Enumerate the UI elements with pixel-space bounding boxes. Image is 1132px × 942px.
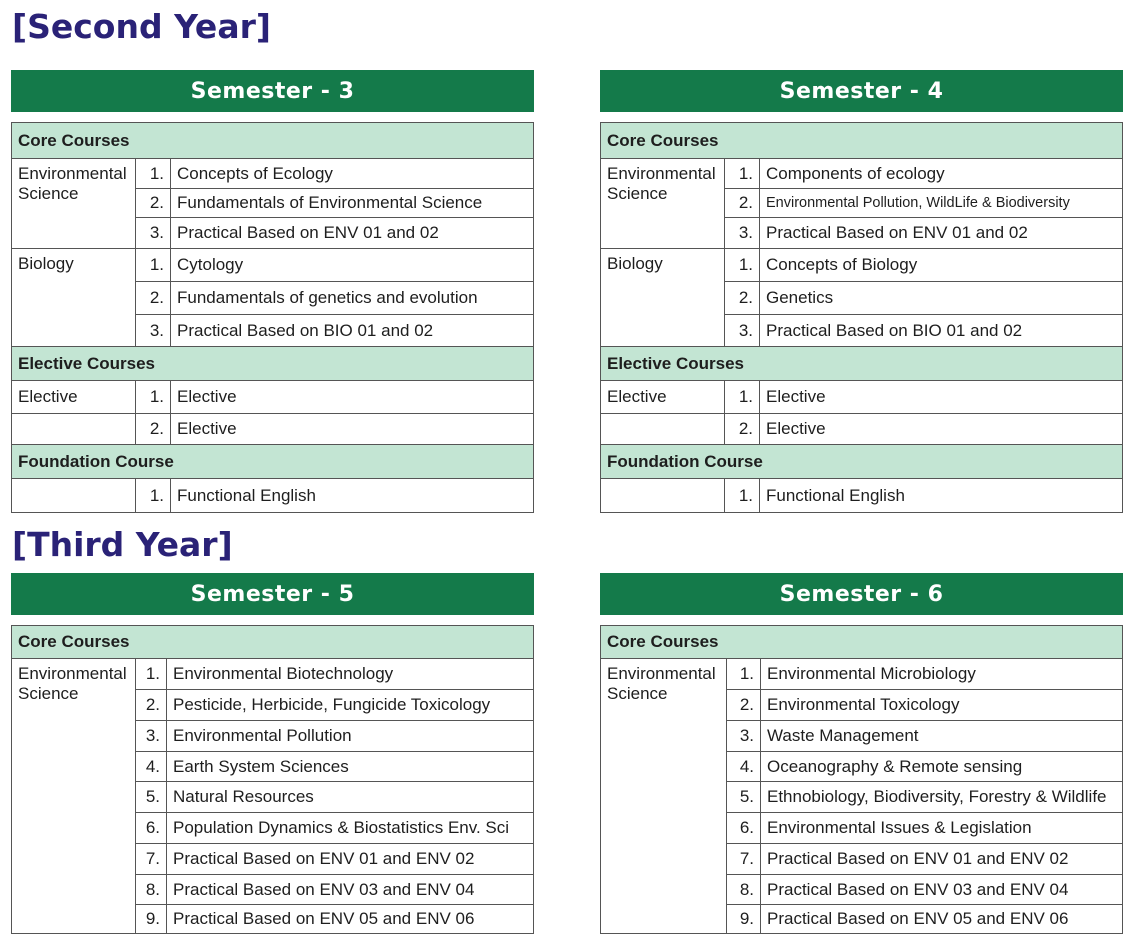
semester-3-header: Semester - 3 — [11, 70, 534, 112]
table-row: 3. Practical Based on ENV 01 and 02 — [601, 218, 1123, 249]
course-name: Practical Based on ENV 05 and ENV 06 — [761, 905, 1123, 934]
table-row: 3. Environmental Pollution — [12, 721, 534, 752]
table-row: 9. Practical Based on ENV 05 and ENV 06 — [12, 905, 534, 934]
subject-biology: Biology — [601, 249, 725, 347]
table-row: 2. Genetics — [601, 282, 1123, 315]
subject-environmental-science: Environmental Science — [601, 659, 727, 934]
course-name: Cytology — [171, 249, 534, 282]
foundation-course-label: Foundation Course — [12, 445, 534, 479]
course-name: Oceanography & Remote sensing — [761, 752, 1123, 782]
course-name: Practical Based on BIO 01 and 02 — [760, 315, 1123, 347]
table-row: 6. Environmental Issues & Legislation — [601, 813, 1123, 844]
subject-environmental-science: Environmental Science — [12, 659, 136, 934]
semester-6-panel — [600, 573, 1123, 934]
table-row: 7. Practical Based on ENV 01 and ENV 02 — [12, 844, 534, 875]
subject-elective: Elective — [12, 381, 136, 414]
course-name: Waste Management — [761, 721, 1123, 752]
course-name: Fundamentals of Environmental Science — [171, 189, 534, 218]
course-name: Ethnobiology, Biodiversity, Forestry & Wildlife — [761, 782, 1123, 813]
table-row: 8. Practical Based on ENV 03 and ENV 04 — [12, 875, 534, 905]
core-courses-label: Core Courses — [601, 123, 1123, 159]
semester-4-panel — [600, 70, 1123, 513]
foundation-course-row — [12, 445, 534, 479]
table-row: 3. Practical Based on BIO 01 and 02 — [601, 315, 1123, 347]
table-row: 2. Environmental Toxicology — [601, 690, 1123, 721]
subject-elective: Elective — [601, 381, 725, 414]
table-row: 2. Fundamentals of Environmental Science — [12, 189, 534, 218]
table-row: Environmental Science 1. Environmental Microbiology — [601, 659, 1123, 690]
table-row: 2. Environmental Pollution, WildLife & Biodiversity — [601, 189, 1123, 218]
course-name: Practical Based on ENV 01 and ENV 02 — [761, 844, 1123, 875]
table-row: 4. Oceanography & Remote sensing — [601, 752, 1123, 782]
semester-6-table — [600, 625, 1123, 934]
course-name: Practical Based on ENV 05 and ENV 06 — [167, 905, 534, 934]
semester-5-table — [11, 625, 534, 934]
table-row: 7. Practical Based on ENV 01 and ENV 02 — [601, 844, 1123, 875]
course-name: Natural Resources — [167, 782, 534, 813]
second-year-title: [Second Year] — [12, 7, 271, 46]
course-name: Practical Based on BIO 01 and 02 — [171, 315, 534, 347]
table-row: 2. Pesticide, Herbicide, Fungicide Toxicology — [12, 690, 534, 721]
core-courses-row — [601, 123, 1123, 159]
core-courses-row — [12, 123, 534, 159]
course-name: Elective — [171, 381, 534, 414]
core-courses-label: Core Courses — [601, 626, 1123, 659]
subject-environmental-science: Environmental Science — [12, 159, 136, 249]
table-row: Environmental Science 1. Concepts of Ecology — [12, 159, 534, 189]
table-row: 3. Practical Based on ENV 01 and 02 — [12, 218, 534, 249]
core-courses-label: Core Courses — [12, 626, 534, 659]
table-row: 8. Practical Based on ENV 03 and ENV 04 — [601, 875, 1123, 905]
table-row: 5. Ethnobiology, Biodiversity, Forestry & Wildlife — [601, 782, 1123, 813]
foundation-course-row — [601, 445, 1123, 479]
course-name: Practical Based on ENV 03 and ENV 04 — [167, 875, 534, 905]
course-name: Fundamentals of genetics and evolution — [171, 282, 534, 315]
course-name: Practical Based on ENV 03 and ENV 04 — [761, 875, 1123, 905]
table-row: Environmental Science 1. Components of ecology — [601, 159, 1123, 189]
subject-biology: Biology — [12, 249, 136, 347]
course-name: Environmental Pollution, WildLife & Biodiversity — [760, 189, 1123, 218]
table-row: 1. Functional English — [12, 479, 534, 513]
course-name: Elective — [171, 414, 534, 445]
semester-3-panel — [11, 70, 534, 513]
course-name: Environmental Toxicology — [761, 690, 1123, 721]
subject-environmental-science: Environmental Science — [601, 159, 725, 249]
course-name: Environmental Microbiology — [761, 659, 1123, 690]
third-year-title: [Third Year] — [12, 525, 233, 564]
elective-courses-row — [12, 347, 534, 381]
course-name: Concepts of Ecology — [171, 159, 534, 189]
table-row: Biology 1. Cytology — [12, 249, 534, 282]
course-name: Components of ecology — [760, 159, 1123, 189]
table-row: 3. Waste Management — [601, 721, 1123, 752]
course-name: Concepts of Biology — [760, 249, 1123, 282]
elective-courses-row — [601, 347, 1123, 381]
course-name: Environmental Biotechnology — [167, 659, 534, 690]
course-name: Practical Based on ENV 01 and ENV 02 — [167, 844, 534, 875]
foundation-course-label: Foundation Course — [601, 445, 1123, 479]
course-name: Functional English — [171, 479, 534, 513]
table-row: 6. Population Dynamics & Biostatistics Env. Sci — [12, 813, 534, 844]
table-row: Biology 1. Concepts of Biology — [601, 249, 1123, 282]
table-row: 3. Practical Based on BIO 01 and 02 — [12, 315, 534, 347]
table-row: 4. Earth System Sciences — [12, 752, 534, 782]
core-courses-row — [12, 626, 534, 659]
course-name: Functional English — [760, 479, 1123, 513]
semester-5-panel — [11, 573, 534, 934]
course-name: Elective — [760, 414, 1123, 445]
course-name: Earth System Sciences — [167, 752, 534, 782]
course-name: Environmental Pollution — [167, 721, 534, 752]
course-name: Practical Based on ENV 01 and 02 — [760, 218, 1123, 249]
semester-3-table — [11, 122, 534, 513]
table-row: 5. Natural Resources — [12, 782, 534, 813]
core-courses-row — [601, 626, 1123, 659]
table-row: Elective 1. Elective — [12, 381, 534, 414]
core-courses-label: Core Courses — [12, 123, 534, 159]
table-row: 2. Elective — [601, 414, 1123, 445]
table-row: 2. Elective — [12, 414, 534, 445]
table-row: Environmental Science 1. Environmental Biotechnology — [12, 659, 534, 690]
elective-courses-label: Elective Courses — [601, 347, 1123, 381]
table-row: Elective 1. Elective — [601, 381, 1123, 414]
elective-courses-label: Elective Courses — [12, 347, 534, 381]
course-name: Elective — [760, 381, 1123, 414]
course-name: Genetics — [760, 282, 1123, 315]
semester-4-table — [600, 122, 1123, 513]
course-name: Population Dynamics & Biostatistics Env. Sci — [167, 813, 534, 844]
semester-4-header: Semester - 4 — [600, 70, 1123, 112]
course-name: Practical Based on ENV 01 and 02 — [171, 218, 534, 249]
semester-5-header: Semester - 5 — [11, 573, 534, 615]
table-row: 9. Practical Based on ENV 05 and ENV 06 — [601, 905, 1123, 934]
course-name: Environmental Issues & Legislation — [761, 813, 1123, 844]
table-row: 2. Fundamentals of genetics and evolution — [12, 282, 534, 315]
table-row: 1. Functional English — [601, 479, 1123, 513]
semester-6-header: Semester - 6 — [600, 573, 1123, 615]
course-name: Pesticide, Herbicide, Fungicide Toxicology — [167, 690, 534, 721]
